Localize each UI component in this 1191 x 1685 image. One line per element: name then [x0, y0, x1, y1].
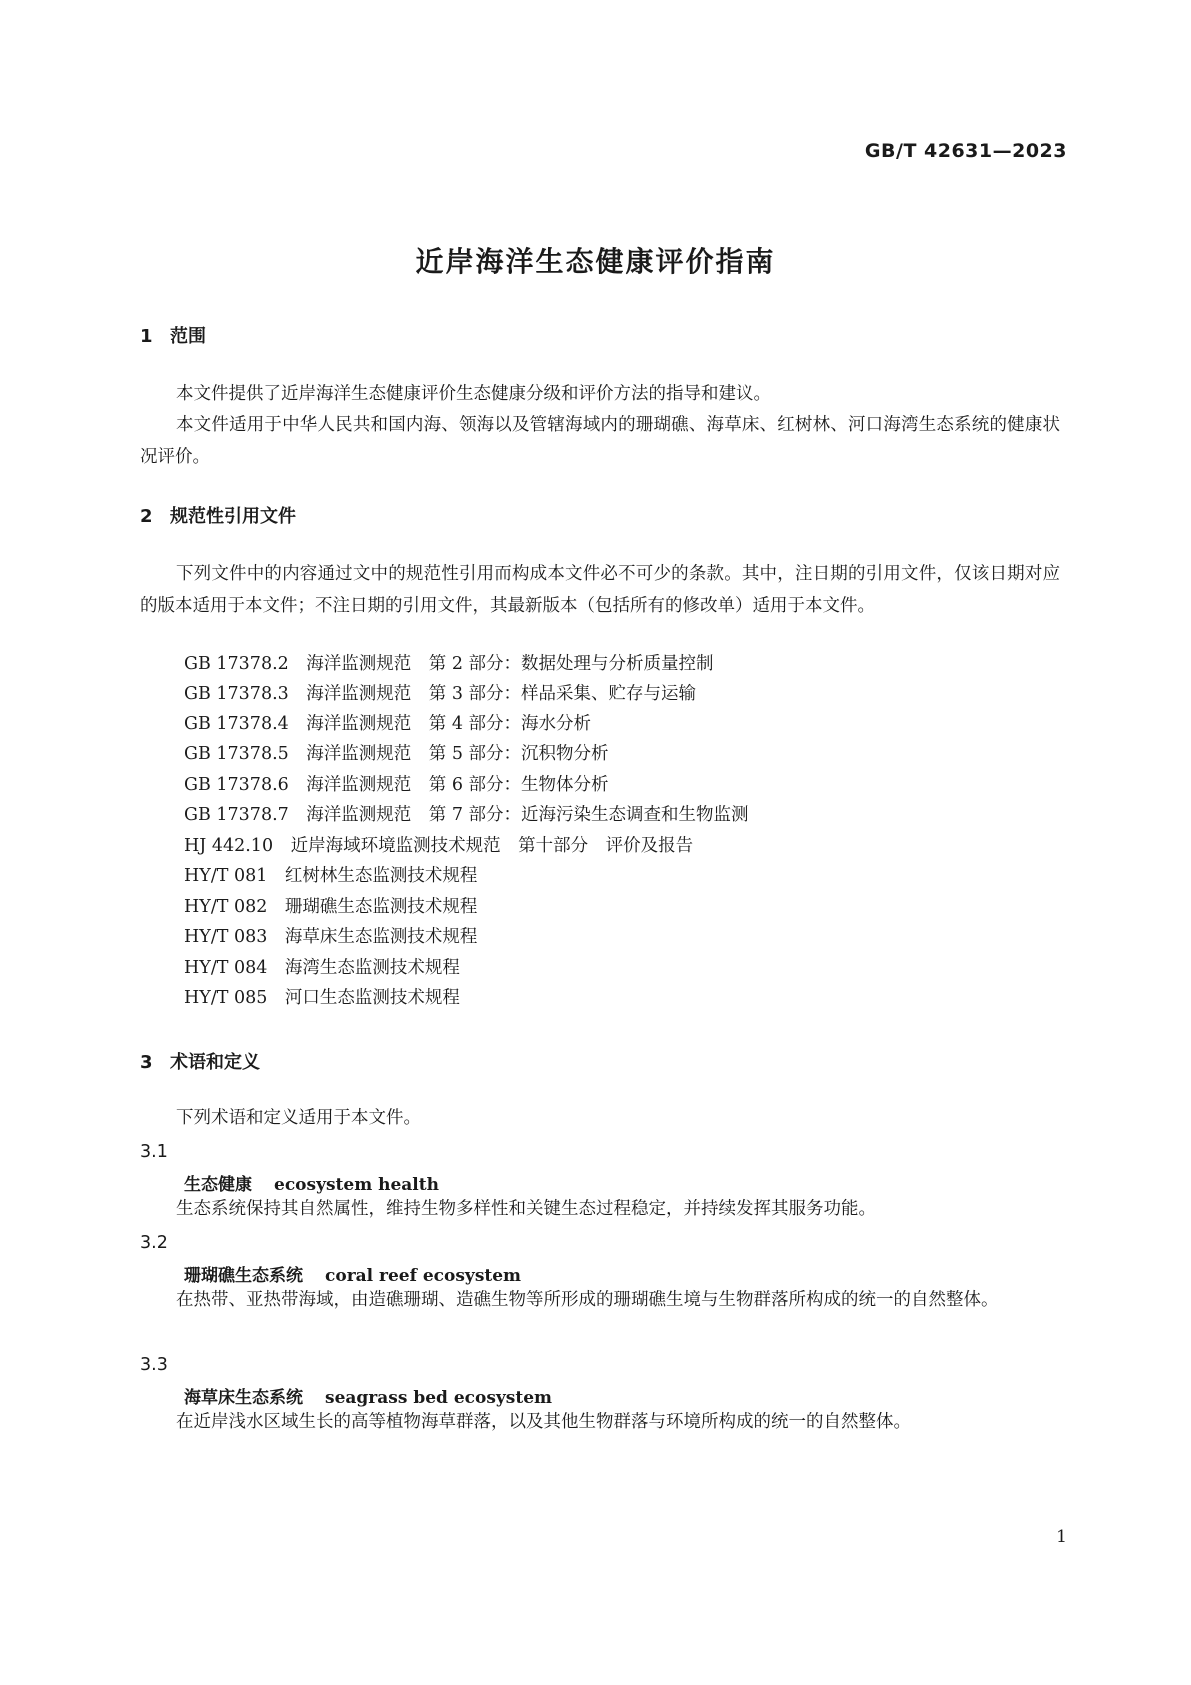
standard-code: GB/T 42631—2023 [864, 140, 1067, 162]
section-title: 范围 [170, 326, 206, 347]
term-zh: 珊瑚礁生态系统 [184, 1266, 303, 1286]
term-en: coral reef ecosystem [325, 1266, 522, 1286]
term-number: 3.1 [140, 1142, 168, 1162]
term-en: seagrass bed ecosystem [325, 1388, 553, 1408]
term-definition: 在热带、亚热带海域，由造礁珊瑚、造礁生物等所形成的珊瑚礁生境与生物群落所构成的统一的自然整体。 [176, 1290, 999, 1310]
reference-item: HY/T 081 红树林生态监测技术规程 [184, 866, 478, 886]
paragraph: 本文件适用于中华人民共和国内海、领海以及管辖海域内的珊瑚礁、海草床、红树林、河口海湾生态系统的健康状况评价。 [140, 415, 1060, 467]
term-number: 3.2 [140, 1233, 168, 1253]
term-definition: 生态系统保持其自然属性，维持生物多样性和关键生态过程稳定，并持续发挥其服务功能。 [176, 1199, 876, 1219]
term-name [184, 1261, 521, 1286]
paragraph: 下列文件中的内容通过文中的规范性引用而构成本文件必不可少的条款。其中，注日期的引用文件，仅该日期对应的版本适用于本文件；不注日期的引用文件，其最新版本（包括所有的修改单）适用于本文件。 [140, 564, 1060, 616]
term-name [184, 1170, 439, 1195]
term-en: ecosystem health [274, 1175, 439, 1195]
term-number: 3.3 [140, 1355, 168, 1375]
paragraph: 本文件提供了近岸海洋生态健康评价生态健康分级和评价方法的指导和建议。 [176, 384, 771, 404]
reference-item: GB 17378.7 海洋监测规范 第 7 部分：近海污染生态调查和生物监测 [184, 805, 749, 825]
reference-item: HY/T 083 海草床生态监测技术规程 [184, 927, 478, 947]
section-3-heading [140, 1048, 260, 1074]
reference-item: HJ 442.10 近岸海域环境监测技术规范 第十部分 评价及报告 [184, 836, 694, 856]
section-number: 3 [140, 1052, 153, 1073]
section-number: 2 [140, 506, 153, 527]
section-title: 术语和定义 [170, 1052, 260, 1073]
term-name [184, 1383, 552, 1408]
section-number: 1 [140, 326, 153, 347]
reference-item: GB 17378.5 海洋监测规范 第 5 部分：沉积物分析 [184, 744, 609, 764]
reference-item: GB 17378.3 海洋监测规范 第 3 部分：样品采集、贮存与运输 [184, 684, 697, 704]
reference-item: HY/T 082 珊瑚礁生态监测技术规程 [184, 897, 478, 917]
document-title: 近岸海洋生态健康评价指南 [415, 245, 776, 278]
section-title: 规范性引用文件 [170, 506, 296, 527]
section-2-heading [140, 502, 296, 528]
term-definition: 在近岸浅水区域生长的高等植物海草群落，以及其他生物群落与环境所构成的统一的自然整体。 [176, 1412, 911, 1432]
page-number: 1 [1056, 1527, 1067, 1547]
term-zh: 海草床生态系统 [184, 1388, 303, 1408]
section-1-heading [140, 322, 206, 348]
reference-item: GB 17378.4 海洋监测规范 第 4 部分：海水分析 [184, 714, 592, 734]
paragraph: 下列术语和定义适用于本文件。 [176, 1108, 421, 1128]
reference-item: HY/T 085 河口生态监测技术规程 [184, 988, 460, 1008]
term-zh: 生态健康 [184, 1175, 252, 1195]
reference-item: GB 17378.2 海洋监测规范 第 2 部分：数据处理与分析质量控制 [184, 654, 714, 674]
reference-item: HY/T 084 海湾生态监测技术规程 [184, 958, 460, 978]
reference-item: GB 17378.6 海洋监测规范 第 6 部分：生物体分析 [184, 775, 609, 795]
